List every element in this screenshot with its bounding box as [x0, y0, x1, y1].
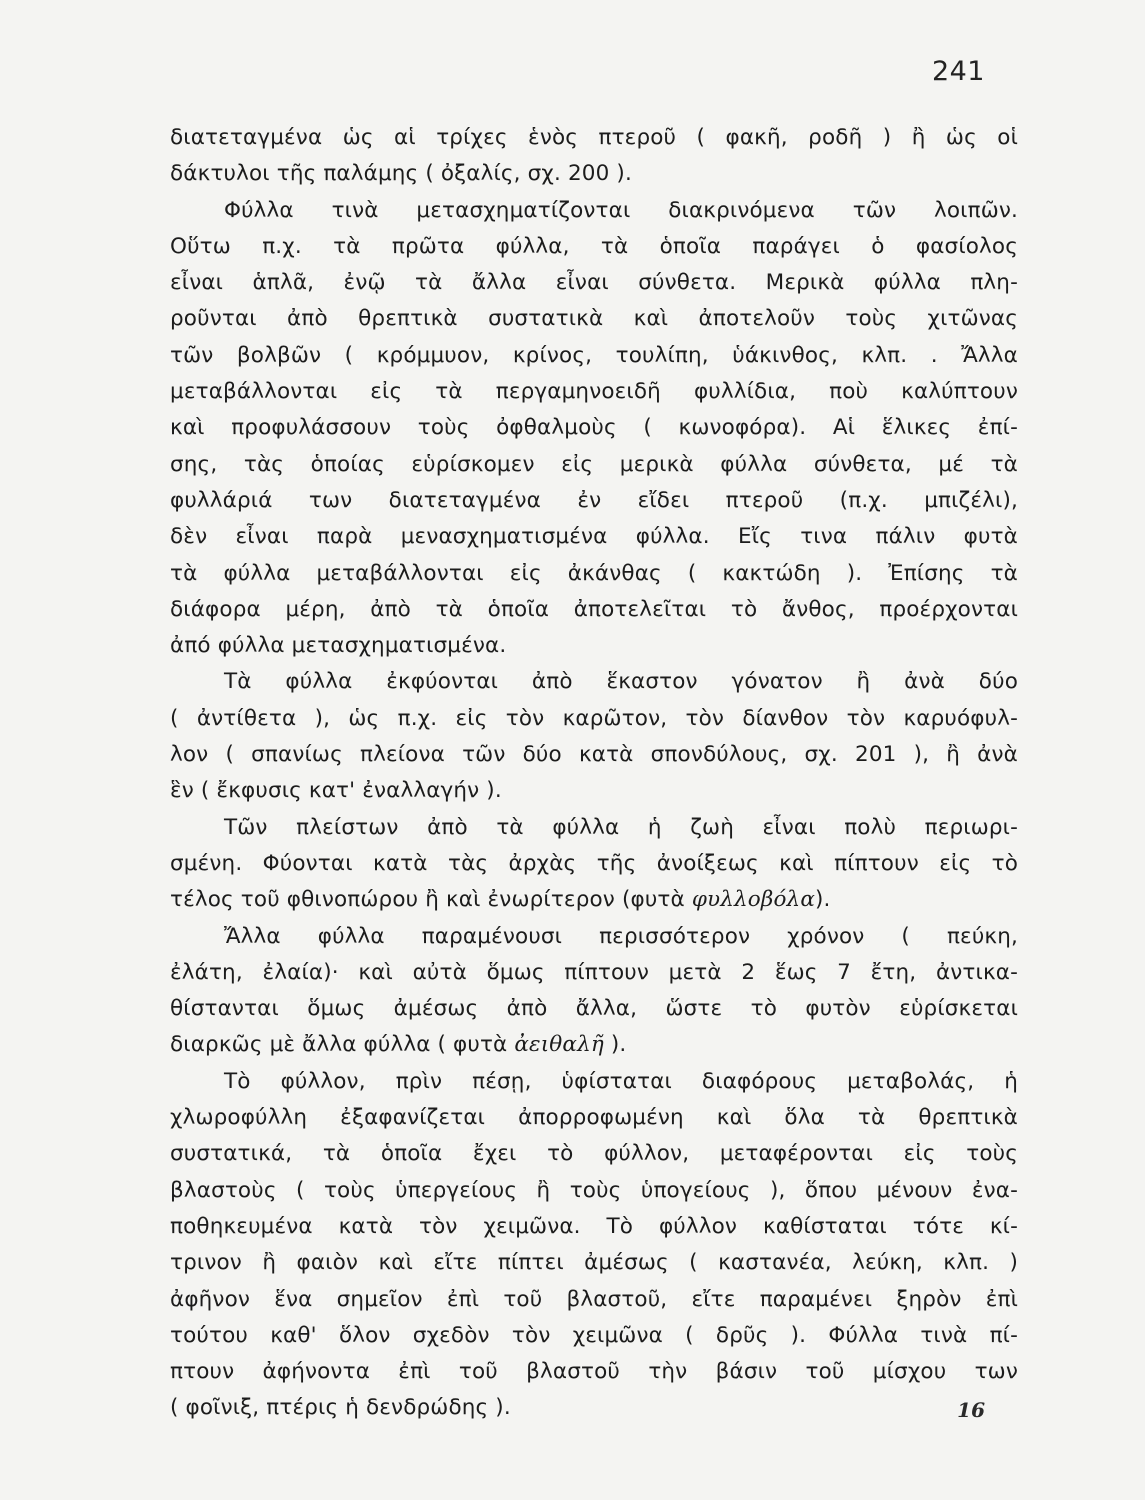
body-text — [170, 120, 1018, 1427]
text-line: δὲν εἶναι παρὰ μενασχηματισμένα φύλλα. Εἴς τινα πάλιν φυτὰ — [170, 524, 1018, 550]
text-line: Φύλλα τινὰ μετασχηματίζονται διακρινόμενα τῶν λοιπῶν. — [224, 197, 1018, 223]
text-line — [170, 1027, 1018, 1063]
text-line: Τὸ φύλλον, πρὶν πέσῃ, ὑφίσταται διαφόρους μεταβολάς, ἡ — [224, 1068, 1018, 1094]
text-line: λον ( σπανίως πλείονα τῶν δύο κατὰ σπονδύλους, σχ. 201 ), ἢ ἀνὰ — [170, 742, 1018, 768]
text-line: ποθηκευμένα κατὰ τὸν χειμῶνα. Τὸ φύλλον καθίσταται τότε κί- — [170, 1213, 1018, 1239]
text-line — [170, 882, 1018, 918]
text-line: ἀπό φύλλα μετασχηματισμένα. — [170, 633, 507, 659]
text-run: διαρκῶς μὲ ἄλλα φύλλα ( φυτὰ — [170, 1032, 515, 1058]
text-line: ἀφῆνον ἕνα σημεῖον ἐπὶ τοῦ βλαστοῦ, εἴτε παραμένει ξηρὸν ἐπὶ — [170, 1286, 1018, 1312]
text-line: θίστανται ὅμως ἀμέσως ἀπὸ ἄλλα, ὥστε τὸ φυτὸν εὑρίσκεται — [170, 996, 1018, 1022]
text-run: ). — [603, 1032, 627, 1058]
text-line: ( ἀντίθετα ), ὡς π.χ. εἰς τὸν καρῶτον, τὸν δίανθον τὸν καρυόφυλ- — [170, 705, 1018, 731]
text-line: ( φοῖνιξ, πτέρις ἡ δενδρώδης ). — [170, 1395, 511, 1421]
text-line: τὰ φύλλα μεταβάλλονται εἰς ἀκάνθας ( κακτώδη ). Ἐπίσης τὰ — [170, 560, 1018, 586]
text-line: εἶναι ἁπλᾶ, ἐνῷ τὰ ἄλλα εἶναι σύνθετα. Μερικὰ φύλλα πλη- — [170, 270, 1018, 296]
text-line: Τῶν πλείστων ἀπὸ τὰ φύλλα ἡ ζωὴ εἶναι πολὺ περιωρι- — [224, 814, 1018, 840]
text-line: Οὕτω π.χ. τὰ πρῶτα φύλλα, τὰ ὁποῖα παράγει ὁ φασίολος — [170, 233, 1018, 259]
text-line: σμένη. Φύονται κατὰ τὰς ἀρχὰς τῆς ἀνοίξεως καὶ πίπτουν εἰς τὸ — [170, 850, 1018, 876]
text-line: διάφορα μέρη, ἀπὸ τὰ ὁποῖα ἀποτελεῖται τὸ ἄνθος, προέρχονται — [170, 596, 1018, 622]
text-line: τῶν βολβῶν ( κρόμμυον, κρίνος, τουλίπη, ὑάκινθος, κλπ. . Ἄλλα — [170, 342, 1018, 368]
text-line: συστατικά, τὰ ὁποῖα ἔχει τὸ φύλλον, μεταφέρονται εἰς τοὺς — [170, 1141, 1018, 1167]
text-line: σης, τὰς ὁποίας εὑρίσκομεν εἰς μερικὰ φύλλα σύνθετα, μέ τὰ — [170, 451, 1018, 477]
text-line: χλωροφύλλη ἐξαφανίζεται ἀπορροφωμένη καὶ ὅλα τὰ θρεπτικὰ — [170, 1105, 1018, 1131]
text-line: καὶ προφυλάσσουν τοὺς ὀφθαλμοὺς ( κωνοφόρα). Αἱ ἕλικες ἐπί- — [170, 415, 1018, 441]
text-line: φυλλάριά των διατεταγμένα ἐν εἴδει πτεροῦ (π.χ. μπιζέλι), — [170, 487, 1018, 513]
text-line: Ἄλλα φύλλα παραμένουσι περισσότερον χρόνον ( πεύκη, — [224, 923, 1018, 949]
text-run: ). — [815, 887, 831, 913]
emphasized-term: φυλλοβόλα — [691, 887, 816, 913]
page-number: 241 — [931, 56, 985, 87]
text-line: Τὰ φύλλα ἐκφύονται ἀπὸ ἕκαστον γόνατον ἢ ἀνὰ δύο — [224, 669, 1018, 695]
text-line: βλαστοὺς ( τοὺς ὑπεργείους ἢ τοὺς ὑπογείους ), ὅπου μένουν ἐνα- — [170, 1177, 1018, 1203]
text-line: πτουν ἀφήνοντα ἐπὶ τοῦ βλαστοῦ τὴν βάσιν τοῦ μίσχου των — [170, 1359, 1018, 1385]
text-line: τρινον ἢ φαιὸν καὶ εἴτε πίπτει ἀμέσως ( καστανέα, λεύκη, κλπ. ) — [170, 1250, 1018, 1276]
text-line: ροῦνται ἀπὸ θρεπτικὰ συστατικὰ καὶ ἀποτελοῦν τοὺς χιτῶνας — [170, 306, 1018, 332]
text-run: τέλος τοῦ φθινοπώρου ἢ καὶ ἐνωρίτερον (φυτὰ — [170, 887, 692, 913]
text-line: ἓν ( ἔκφυσις κατ' ἐναλλαγήν ). — [170, 778, 502, 804]
text-line: διατεταγμένα ὡς αἱ τρίχες ἑνὸς πτεροῦ ( φακῆ, ροδῆ ) ἢ ὡς οἱ — [170, 125, 1018, 150]
emphasized-term: ἀειθαλῆ — [514, 1032, 604, 1058]
text-line: ἐλάτη, ἐλαία)· καὶ αὐτὰ ὅμως πίπτουν μετὰ 2 ἕως 7 ἔτη, ἀντικα- — [170, 959, 1018, 985]
printer-signature-mark: 16 — [957, 1398, 985, 1422]
text-line: τούτου καθ' ὅλον σχεδὸν τὸν χειμῶνα ( δρῦς ). Φύλλα τινὰ πί- — [170, 1322, 1018, 1348]
text-line: δάκτυλοι τῆς παλάμης ( ὀξαλίς, σχ. 200 ). — [170, 161, 632, 187]
text-line: μεταβάλλονται εἰς τὰ περγαμηνοειδῆ φυλλίδια, ποὺ καλύπτουν — [170, 379, 1018, 405]
